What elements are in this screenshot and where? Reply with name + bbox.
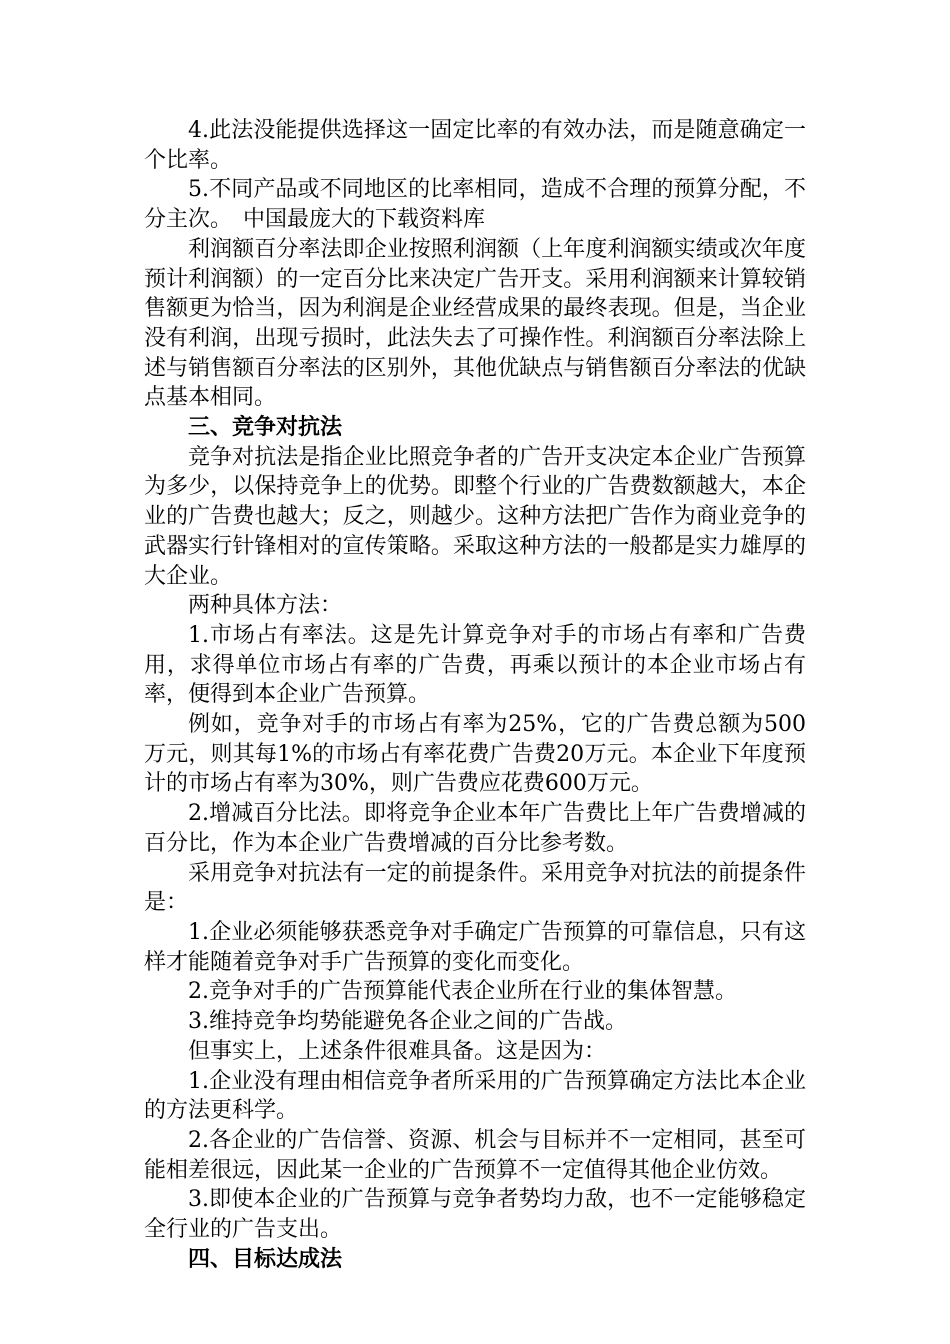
paragraph: 利润额百分率法即企业按照利润额（上年度利润额实绩或次年度预计利润额）的一定百分比来决定广告开支。采用利润额来计算较销售额更为恰当，因为利润是企业经营成果的最终表现。但是，当企业没有利润，出现亏损时，此法失去了可操作性。利润额百分率法除上述与销售额百分率法的区别外，其他优缺点与销售额百分率法的优缺点基本相同。 [144, 236, 806, 411]
section-heading: 三、竞争对抗法 [188, 415, 343, 441]
section-heading: 四、目标达成法 [188, 1246, 343, 1272]
paragraph: 1.市场占有率法。这是先计算竞争对手的市场占有率和广告费用，求得单位市场占有率的广告费，再乘以预计的本企业市场占有率，便得到本企业广告预算。 [144, 622, 806, 708]
paragraph: 3.维持竞争均势能避免各企业之间的广告战。 [188, 1009, 627, 1035]
paragraph: 1.企业必须能够获悉竞争对手确定广告预算的可靠信息，只有这样才能随着竞争对手广告预算的变化而变化。 [144, 919, 806, 975]
paragraph: 5.不同产品或不同地区的比率相同，造成不合理的预算分配，不分主次。 中国最庞大的下载资料库 [144, 177, 806, 233]
paragraph: 3.即使本企业的广告预算与竞争者势均力敌，也不一定能够稳定全行业的广告支出。 [144, 1187, 806, 1243]
paragraph: 但事实上，上述条件很难具备。这是因为： [188, 1038, 607, 1064]
paragraph: 4.此法没能提供选择这一固定比率的有效办法，而是随意确定一个比率。 [144, 118, 806, 173]
paragraph: 2.竞争对手的广告预算能代表企业所在行业的集体智慧。 [188, 979, 737, 1005]
paragraph: 两种具体方法： [188, 593, 343, 619]
paragraph: 1.企业没有理由相信竞争者所采用的广告预算确定方法比本企业的方法更科学。 [144, 1068, 806, 1124]
document-page [144, 116, 806, 1274]
paragraph: 2.各企业的广告信誉、资源、机会与目标并不一定相同，甚至可能相差很远，因此某一企业的广告预算不一定值得其他企业仿效。 [144, 1127, 806, 1183]
paragraph: 竞争对抗法是指企业比照竞争者的广告开支决定本企业广告预算为多少，以保持竞争上的优势。即整个行业的广告费数额越大，本企业的广告费也越大；反之，则越少。这种方法把广告作为商业竞争的武器实行针锋相对的宣传策略。采取这种方法的一般都是实力雄厚的大企业。 [144, 444, 806, 589]
paragraph: 2.增减百分比法。即将竞争企业本年广告费比上年广告费增减的百分比，作为本企业广告费增减的百分比参考数。 [144, 801, 806, 856]
paragraph: 采用竞争对抗法有一定的前提条件。采用竞争对抗法的前提条件是： [144, 860, 806, 916]
paragraph: 例如，竞争对手的市场占有率为25%，它的广告费总额为500万元，则其每1%的市场占有率花费广告费20万元。本企业下年度预计的市场占有率为30%，则广告费应花费600万元。 [144, 712, 806, 797]
